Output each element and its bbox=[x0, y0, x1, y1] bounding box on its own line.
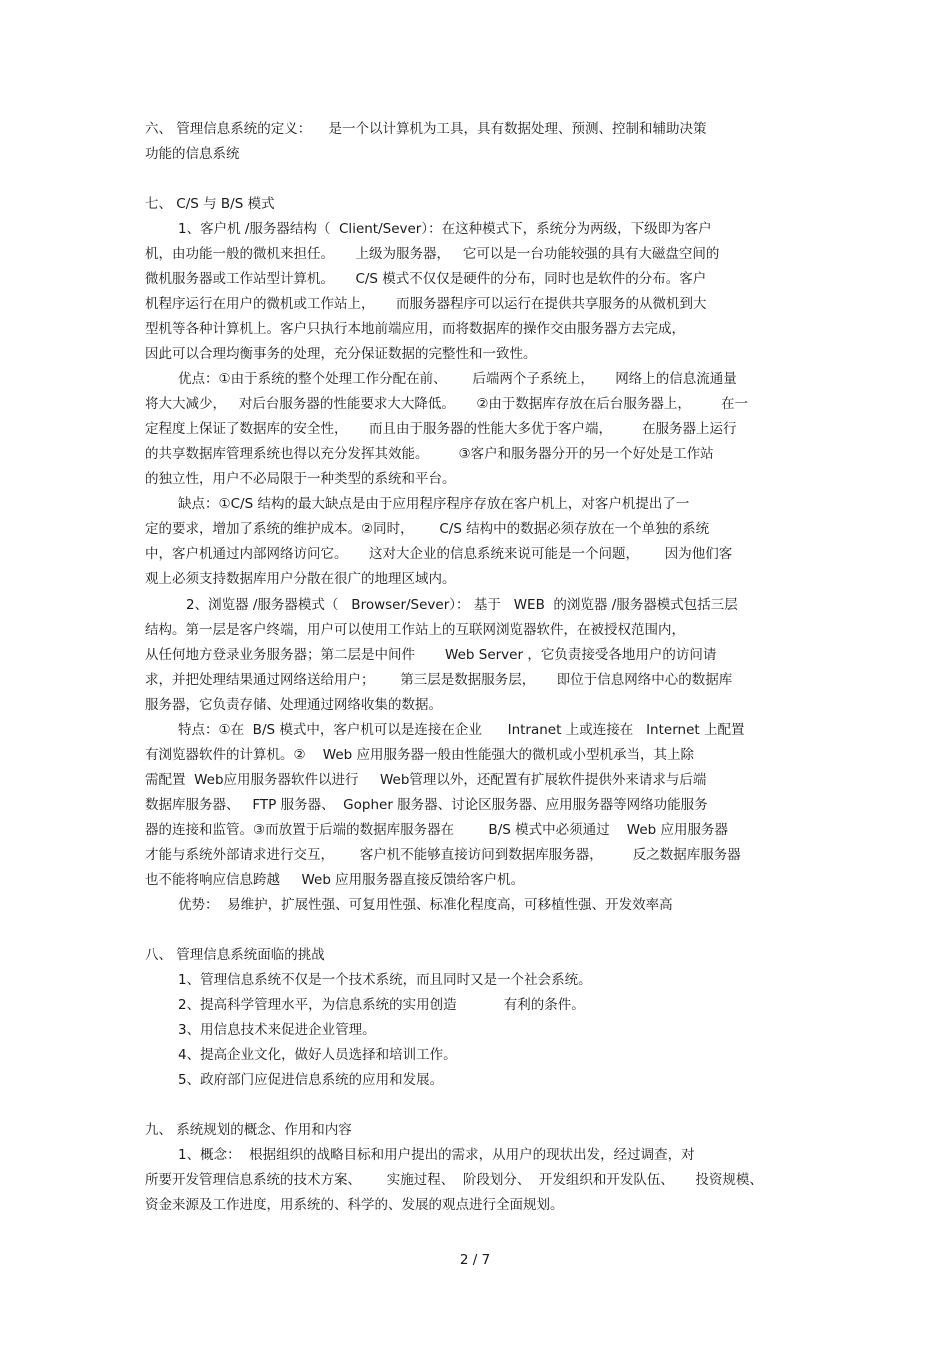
paragraph-line: 型机等各种计算机上。客户只执行本地前端应用，而将数据库的操作交由服务器方去完成， bbox=[145, 321, 685, 337]
paragraph-line: 从任何地方登录业务服务器；第二层是中间件 Web Server ，它负责接受各地用户的访问请 bbox=[145, 647, 717, 663]
section7-heading: 七、 C/S 与 B/S 模式 bbox=[145, 196, 275, 212]
paragraph-line: 结构。第一层是客户终端，用户可以使用工作站上的互联网浏览器软件，在被授权范围内， bbox=[145, 622, 685, 638]
list-item: 3、用信息技术来促进企业管理。 bbox=[178, 1022, 376, 1038]
paragraph-line: 机程序运行在用户的微机或工作站上， 而服务器程序可以运行在提供共享服务的从微机到大 bbox=[145, 296, 707, 312]
features-line: 器的连接和监管。③而放置于后端的数据库服务器在 B/S 模式中必须通过 Web 应用服务器 bbox=[145, 822, 728, 838]
features-line: 特点：①在 B/S 模式中，客户机可以是连接在企业 Intranet 上或连接在 Internet 上配置 bbox=[178, 722, 745, 738]
features-line: 需配置 Web应用服务器软件以进行 Web管理以外，还配置有扩展软件提供外来请求与后端 bbox=[145, 772, 707, 788]
features-line: 数据库服务器、 FTP 服务器、 Gopher 服务器、讨论区服务器、应用服务器等网络功能服务 bbox=[145, 797, 708, 813]
list-item: 4、提高企业文化，做好人员选择和培训工作。 bbox=[178, 1047, 457, 1063]
advantages-line: 定程度上保证了数据库的安全性， 而且由于服务器的性能大多优于客户端， 在服务器上运行 bbox=[145, 421, 737, 437]
features-line: 也不能将响应信息跨越 Web 应用服务器直接反馈给客户机。 bbox=[145, 872, 525, 888]
disadvantages-line: 中，客户机通过内部网络访问它。 这对大企业的信息系统来说可能是一个问题， 因为他们客 bbox=[145, 546, 733, 562]
advantages-line: 的共享数据库管理系统也得以充分发挥其效能。 ③客户和服务器分开的另一个好处是工作站 bbox=[145, 446, 714, 462]
paragraph-line: 因此可以合理均衡事务的处理，充分保证数据的完整性和一致性。 bbox=[145, 346, 537, 362]
paragraph-line: 1、概念： 根据组织的战略目标和用户提出的需求，从用户的现状出发，经过调查，对 bbox=[178, 1147, 695, 1163]
section8-heading: 八、 管理信息系统面临的挑战 bbox=[145, 947, 325, 963]
section9-heading: 九、 系统规划的概念、作用和内容 bbox=[145, 1122, 352, 1138]
paragraph-line: 机，由功能一般的微机来担任。 上级为服务器， 它可以是一台功能较强的具有大磁盘空间的 bbox=[145, 246, 720, 262]
section6-definition-line1: 六、 管理信息系统的定义： 是一个以计算机为工具，具有数据处理、预测、控制和辅助决策 bbox=[145, 121, 707, 137]
list-item: 1、管理信息系统不仅是一个技术系统，而且同时又是一个社会系统。 bbox=[178, 972, 592, 988]
list-item: 5、政府部门应促进信息系统的应用和发展。 bbox=[178, 1072, 444, 1088]
features-line: 有浏览器软件的计算机。② Web 应用服务器一般由性能强大的微机或小型机承当，其上除 bbox=[145, 747, 694, 763]
section6-definition-line2: 功能的信息系统 bbox=[145, 146, 240, 162]
disadvantages-line: 定的要求，增加了系统的维护成本。②同时， C/S 结构中的数据必须存放在一个单独的系统 bbox=[145, 521, 710, 537]
disadvantages-line: 观上必须支持数据库用户分散在很广的地理区域内。 bbox=[145, 571, 456, 587]
paragraph-line: 2、浏览器 /服务器模式（ Browser/Sever）： 基于 WEB 的浏览器 /服务器模式包括三层 bbox=[186, 597, 738, 613]
paragraph-line: 所要开发管理信息系统的技术方案、 实施过程、 阶段划分、 开发组织和开发队伍、 投资规模、 bbox=[145, 1172, 763, 1188]
features-line: 才能与系统外部请求进行交互， 客户机不能够直接访问到数据库服务器， 反之数据库服务器 bbox=[145, 847, 741, 863]
list-item: 2、提高科学管理水平，为信息系统的实用创造 有利的条件。 bbox=[178, 997, 585, 1013]
page-number: 2 / 7 bbox=[459, 1252, 491, 1268]
advantages-line: 优点：①由于系统的整个处理工作分配在前、 后端两个子系统上， 网络上的信息流通量 bbox=[178, 371, 737, 387]
advantages-line: 将大大减少， 对后台服务器的性能要求大大降低。 ②由于数据库存放在后台服务器上， 在一 bbox=[145, 396, 748, 412]
paragraph-line: 微机服务器或工作站型计算机。 C/S 模式不仅仅是硬件的分布，同时也是软件的分布。客户 bbox=[145, 271, 707, 287]
paragraph-line: 求，并把处理结果通过网络送给用户； 第三层是数据服务层， 即位于信息网络中心的数据库 bbox=[145, 672, 733, 688]
advantages-line: 的独立性，用户不必局限于一种类型的系统和平台。 bbox=[145, 471, 456, 487]
merits-line: 优势： 易维护，扩展性强、可复用性强、标准化程度高，可移植性强、开发效率高 bbox=[178, 897, 673, 913]
paragraph-line: 资金来源及工作进度，用系统的、科学的、发展的观点进行全面规划。 bbox=[145, 1197, 564, 1213]
paragraph-line: 服务器，它负责存储、处理通过网络收集的数据。 bbox=[145, 697, 442, 713]
disadvantages-line: 缺点：①C/S 结构的最大缺点是由于应用程序程序存放在客户机上，对客户机提出了一 bbox=[178, 496, 690, 512]
paragraph-line: 1、客户机 /服务器结构（ Client/Sever）：在这种模式下，系统分为两级，下级即为客户 bbox=[178, 221, 712, 237]
